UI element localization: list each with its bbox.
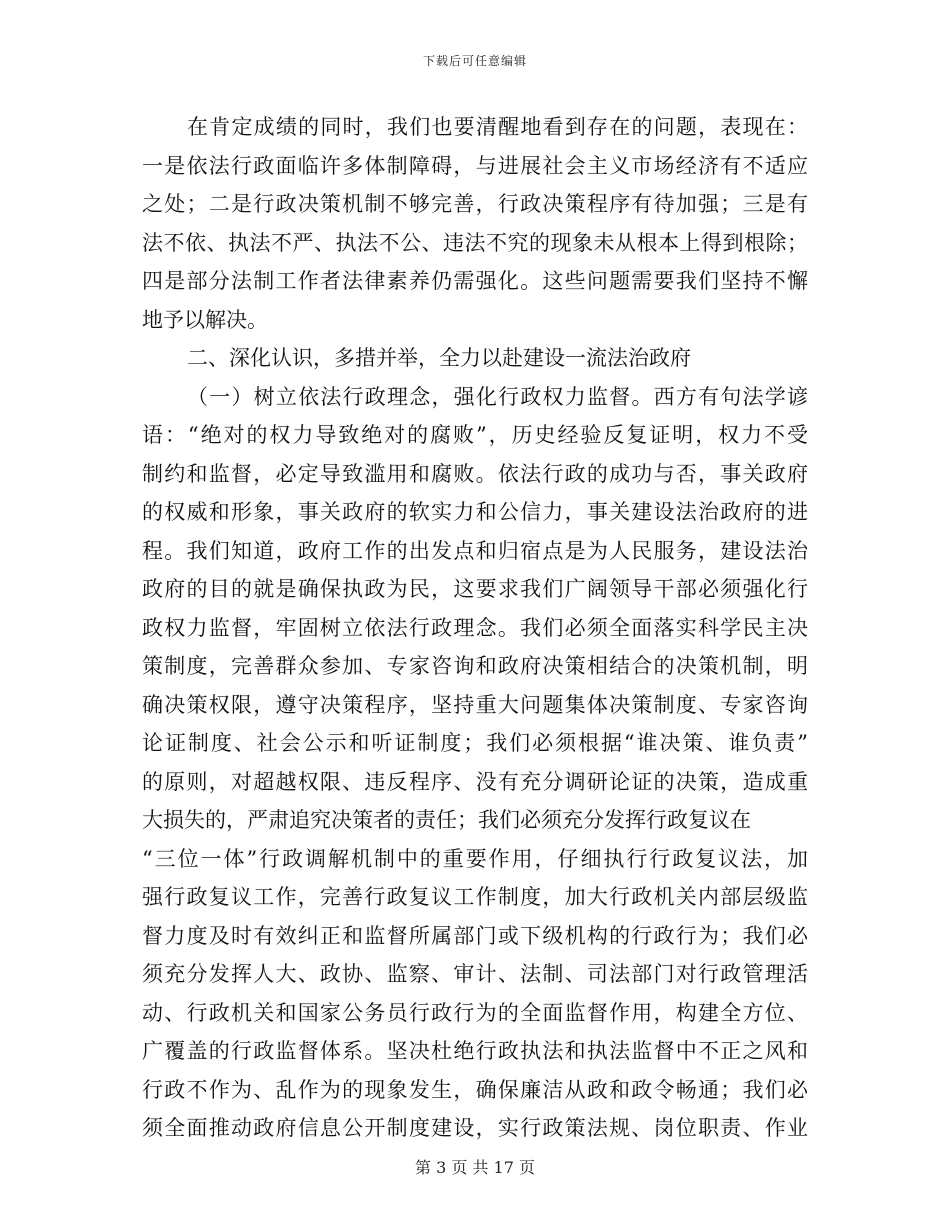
document-body [142, 108, 808, 1148]
paragraph-line: 之处；二是行政决策机制不够完善，行政决策程序有待加强；三是有 [142, 192, 808, 216]
paragraph-line: 须充分发挥人大、政协、监察、审计、法制、司法部门对行政管理活 [142, 962, 808, 986]
paragraph-line: 动、行政机关和国家公务员行政行为的全面监督作用，构建全方位、 [142, 1000, 808, 1025]
paragraph-line: 法不依、执法不严、执法不公、违法不究的现象未从根本上得到根除； [142, 230, 808, 255]
paragraph-line: （一）树立依法行政理念，强化行政权力监督。西方有句法学谚 [187, 384, 808, 409]
paragraph-line: 广覆盖的行政监督体系。坚决杜绝行政执法和执法监督中不正之风和 [142, 1039, 808, 1063]
paragraph-line: 的权威和形象，事关政府的软实力和公信力，事关建设法治政府的进 [142, 500, 808, 524]
paragraph-line: 强行政复议工作，完善行政复议工作制度，加大行政机关内部层级监 [142, 885, 808, 909]
paragraph-line: 确决策权限，遵守决策程序，坚持重大问题集体决策制度、专家咨询 [142, 692, 808, 717]
section-heading: 二、深化认识，多措并举，全力以赴建设一流法治政府 [187, 346, 691, 370]
paragraph-line: 督力度及时有效纠正和监督所属部门或下级机构的行政行为；我们必 [142, 923, 808, 948]
paragraph-line: 论证制度、社会公示和听证制度；我们必须根据“谁决策、谁负责” [142, 731, 808, 755]
paragraph-line: 地予以解决。 [142, 307, 268, 332]
paragraph-line: 政权力监督，牢固树立依法行政理念。我们必须全面落实科学民主决 [142, 615, 808, 640]
page-number-footer: 第 3 页 共 17 页 [415, 1158, 535, 1177]
paragraph-line: 策制度，完善群众参加、专家咨询和政府决策相结合的决策机制，明 [142, 654, 808, 678]
paragraph-line: 一是依法行政面临许多体制障碍，与进展社会主义市场经济有不适应 [142, 153, 808, 178]
paragraph-line: 四是部分法制工作者法律素养仍需强化。这些问题需要我们坚持不懈 [142, 269, 808, 293]
paragraph-line: 政府的目的就是确保执政为民，这要求我们广阔领导干部必须强化行 [142, 577, 808, 601]
paragraph-line: 制约和监督，必定导致滥用和腐败。依法行政的成功与否，事关政府 [142, 461, 808, 486]
paragraph-line: 须全面推动政府信息公开制度建设，实行政策法规、岗位职责、作业 [142, 1116, 808, 1140]
paragraph-line: 的原则，对超越权限、违反程序、没有充分调研论证的决策，造成重 [142, 769, 808, 794]
paragraph-line: 语：“绝对的权力导致绝对的腐败”，历史经验反复证明，权力不受 [142, 423, 808, 447]
paragraph-line: 行政不作为、乱作为的现象发生，确保廉洁从政和政令畅通；我们必 [142, 1077, 808, 1102]
paragraph-line: 在肯定成绩的同时，我们也要清醒地看到存在的问题，表现在： [187, 115, 808, 139]
paragraph-line: 大损失的，严肃追究决策者的责任；我们必须充分发挥行政复议在 [142, 808, 751, 832]
paragraph-line: 程。我们知道，政府工作的出发点和归宿点是为人民服务，建设法治 [142, 538, 808, 563]
paragraph-line: “三位一体”行政调解机制中的重要作用，仔细执行行政复议法，加 [142, 846, 808, 871]
page-header-note: 下载后可任意编辑 [422, 54, 527, 68]
